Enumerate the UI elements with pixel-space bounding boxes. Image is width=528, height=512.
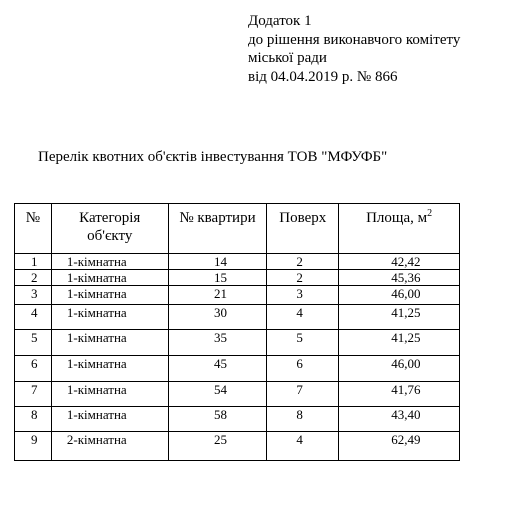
header-category-line2: об'єкту <box>87 228 133 244</box>
table-row <box>15 305 460 330</box>
row-apartment: 30 <box>168 305 267 330</box>
row-floor: 2 <box>267 254 339 270</box>
row-number: 6 <box>15 356 52 382</box>
table-row <box>15 254 460 270</box>
header-area <box>339 204 460 254</box>
row-floor: 2 <box>267 270 339 286</box>
row-apartment: 54 <box>168 382 267 407</box>
table-header-row <box>15 204 460 254</box>
row-number: 5 <box>15 330 52 356</box>
annex-line: від 04.04.2019 р. № 866 <box>248 68 398 85</box>
row-category: 2-кімнатна <box>51 432 168 461</box>
table-row <box>15 330 460 356</box>
row-area: 46,00 <box>339 356 460 382</box>
header-category <box>51 204 168 254</box>
row-number: 3 <box>15 286 52 305</box>
row-apartment: 45 <box>168 356 267 382</box>
row-category: 1-кімнатна <box>51 330 168 356</box>
row-floor: 8 <box>267 407 339 432</box>
row-number: 7 <box>15 382 52 407</box>
row-area: 41,25 <box>339 305 460 330</box>
row-floor: 3 <box>267 286 339 305</box>
annex-line: міської ради <box>248 50 327 66</box>
table-row <box>15 432 460 461</box>
row-area: 62,49 <box>339 432 460 461</box>
header-floor: Поверх <box>267 204 339 254</box>
row-category: 1-кімнатна <box>51 254 168 270</box>
annex-block <box>248 12 460 86</box>
row-floor: 5 <box>267 330 339 356</box>
header-apartment: № квартири <box>168 204 267 254</box>
objects-table <box>14 203 460 461</box>
row-apartment: 14 <box>168 254 267 270</box>
row-category: 1-кімнатна <box>51 407 168 432</box>
row-category: 1-кімнатна <box>51 286 168 305</box>
row-category: 1-кімнатна <box>51 382 168 407</box>
document-title: Перелік квотних об'єктів інвестування ТОВ "МФУФБ" <box>38 149 388 165</box>
row-number: 1 <box>15 254 52 270</box>
row-floor: 4 <box>267 305 339 330</box>
row-apartment: 58 <box>168 407 267 432</box>
table-row <box>15 286 460 305</box>
row-floor: 6 <box>267 356 339 382</box>
row-area: 43,40 <box>339 407 460 432</box>
table-row <box>15 270 460 286</box>
annex-line: Додаток 1 <box>248 13 312 29</box>
row-number: 8 <box>15 407 52 432</box>
row-apartment: 35 <box>168 330 267 356</box>
header-area-superscript: 2 <box>427 208 433 219</box>
row-category: 1-кімнатна <box>51 305 168 330</box>
row-floor: 4 <box>267 432 339 461</box>
table-row <box>15 407 460 432</box>
row-number: 9 <box>15 432 52 461</box>
annex-line: до рішення виконавчого комітету <box>248 31 461 48</box>
row-apartment: 15 <box>168 270 267 286</box>
row-category: 1-кімнатна <box>51 270 168 286</box>
row-area: 42,42 <box>339 254 460 270</box>
row-area: 45,36 <box>339 270 460 286</box>
header-category-line1: Категорія <box>79 210 141 226</box>
row-area: 41,25 <box>339 330 460 356</box>
table-row <box>15 382 460 407</box>
row-number: 4 <box>15 305 52 330</box>
row-number: 2 <box>15 270 52 286</box>
header-area-label: Площа, м <box>366 210 428 226</box>
row-area: 41,76 <box>339 382 460 407</box>
row-area: 46,00 <box>339 286 460 305</box>
header-number: № <box>15 204 52 254</box>
table-row <box>15 356 460 382</box>
row-apartment: 25 <box>168 432 267 461</box>
row-apartment: 21 <box>168 286 267 305</box>
row-floor: 7 <box>267 382 339 407</box>
row-category: 1-кімнатна <box>51 356 168 382</box>
